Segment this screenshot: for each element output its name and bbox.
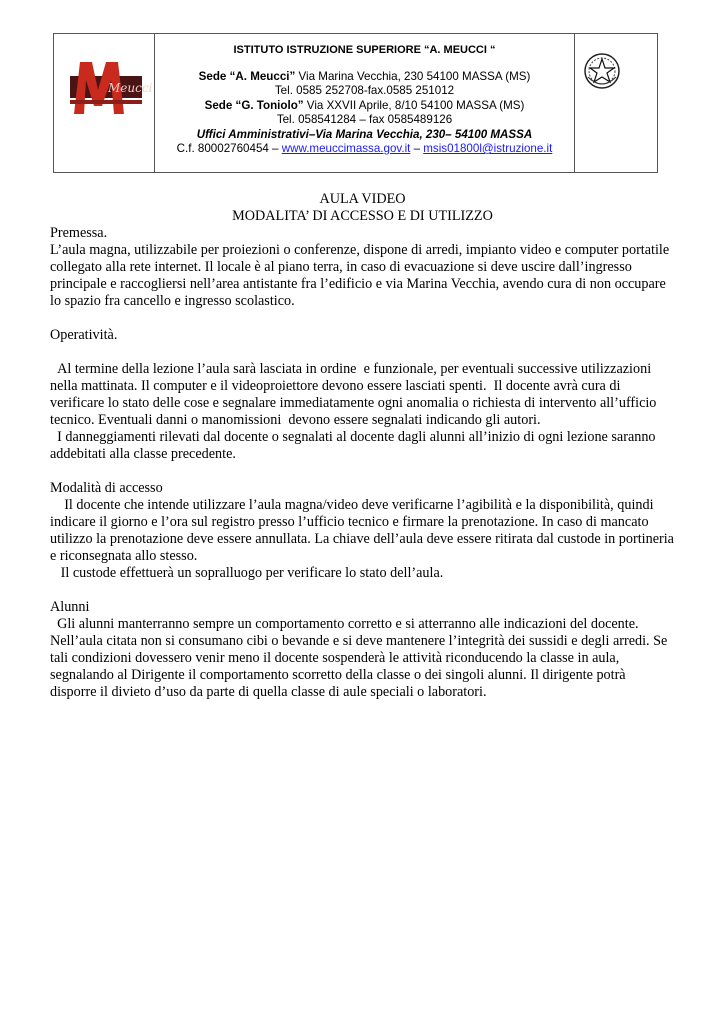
operativita-p1: Al termine della lezione l’aula sarà lasciata in ordine e funzionale, per eventuali successive utilizzazioni nella mattinata. Il computer e il videoproiettore devono essere lasciati spenti. Il docente avrà cura di verificare lo stato delle cose e segnalare immediatamente ogni anomalia o richiesta di intervento all’ufficio tecnico. Eventuali danni o manomissioni devono essere segnalati indicando gli autori. [50,361,660,428]
accesso-p2: Il custode effettuerà un sopralluogo per verificare lo stato dell’aula. [50,565,444,581]
logo-cell [54,34,155,172]
alunni-p: Gli alunni manterranno sempre un comportamento corretto e si atterranno alle indicazioni del docente. Nell’aula citata non si consumano cibi o bevande e si deve mantenere l’integrità dei sussidi e degli arredi. Se tali condizioni dovessero venir meno il docente sospenderà le attività riconducendo la classe in aula, segnalando al Dirigente il comportamento scorretto della classe o dei singoli alunni. Il dirigente potrà disporre il divieto d’uso da parte di quella classe di aule speciali o laboratori. [50,616,671,700]
institute-info [155,34,575,172]
sede2-line [155,99,574,114]
sede1-address: Via Marina Vecchia, 230 54100 MASSA (MS) [295,69,531,83]
sede2-tel: Tel. 058541284 – fax 0585489126 [276,113,453,126]
sede2-address: Via XXVII Aprile, 8/10 54100 MASSA (MS) [303,98,525,112]
premessa-heading: Premessa. [50,225,108,241]
sede2-label: Sede “G. Toniolo” [204,98,304,112]
doc-subtitle: MODALITA’ DI ACCESSO E DI UTILIZZO [232,208,493,224]
cf-prefix: C.f. 80002760454 – [176,142,282,155]
uffici-line: Uffici Amministrativi–Via Marina Vecchia, 230– 54100 MASSA [196,127,533,141]
website-link[interactable]: www.meuccimassa.gov.it [281,142,411,155]
operativita-p2: I danneggiamenti rilevati dal docente o segnalati al docente dagli alunni all’inizio di ogni lezione saranno addebitati alla classe precedente. [50,429,660,462]
accesso-p1: Il docente che intende utilizzare l’aula magna/video deve verificarne l’agibilità e la disponibilità, quindi indicare il giorno e l’ora sul registro presso l’ufficio tecnico e firmare la prenotazione. In caso di mancato utilizzo la prenotazione deve essere annullata. La chiave dell’aula deve essere ritirata dal custode in portineria e riconsegnata allo stesso. [50,497,678,564]
premessa-text: L’aula magna, utilizzabile per proiezioni o conferenze, dispone di arredi, impianto video e computer portatile collegato alla rete internet. Il locale è al piano terra, in caso di evacuazione si deve uscire dall’ingresso principale e raccogliersi nell’area antistante fra l’edificio e via Marina Vecchia, avendo cura di non occupare lo spazio fra cancello e ingresso scolastico. [50,242,670,309]
operativita-heading: Operatività. [50,327,118,343]
letterhead [53,33,658,173]
sede1-label: Sede “A. Meucci” [198,69,296,83]
contacts-line [155,142,574,157]
italian-republic-emblem-icon [582,51,622,91]
accesso-heading: Modalità di accesso [50,480,163,496]
document-body [50,191,678,701]
logo-text: Meucci [108,81,153,95]
alunni-heading: Alunni [50,599,90,615]
emblem-cell [575,34,657,172]
institute-name: ISTITUTO ISTRUZIONE SUPERIORE “A. MEUCCI “ [233,44,496,56]
contacts-sep: – [410,142,424,155]
school-logo [66,56,153,118]
doc-title: AULA VIDEO [319,191,406,207]
sede1-line [155,70,574,85]
email-link[interactable]: msis01800l@istruzione.it [423,142,553,155]
sede1-tel: Tel. 0585 252708-fax.0585 251012 [274,84,455,97]
